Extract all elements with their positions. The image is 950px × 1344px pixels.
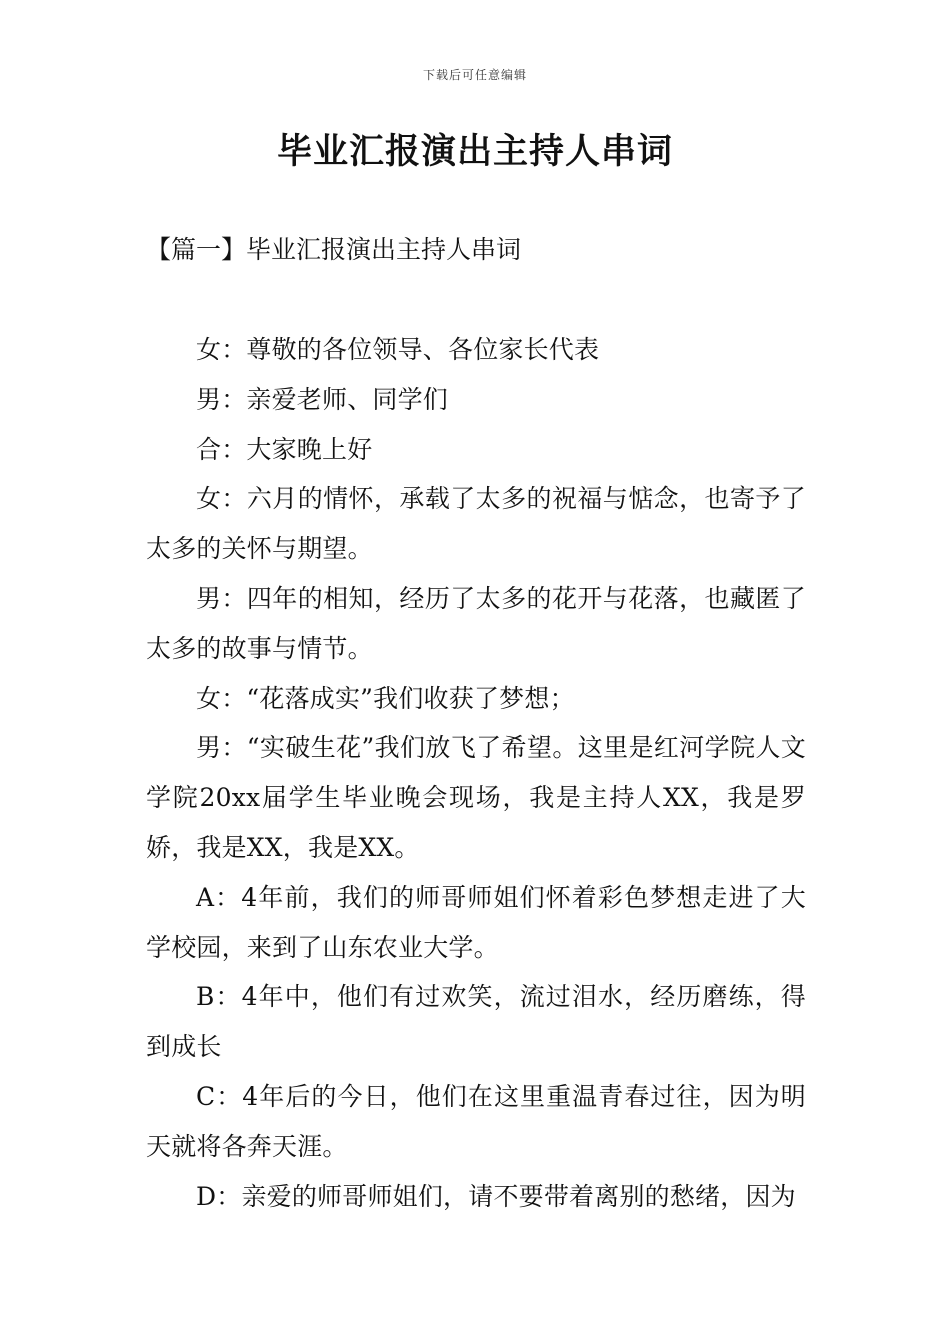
paragraph: 女：尊敬的各位领导、各位家长代表 (196, 335, 600, 364)
paragraph: 男：亲爱老师、同学们 (196, 384, 449, 414)
paragraph: 女：“花落成实”我们收获了梦想； (196, 683, 575, 713)
document-body (146, 325, 806, 1221)
document-title: 毕业汇报演出主持人串词 (276, 132, 673, 172)
header-note: 下载后可任意编辑 (422, 68, 527, 82)
paragraph: 男：“实破生花”我们放飞了希望。这里是红河学院人文学院20xx届学生毕业晚会现场，我是主持人XX，我是罗娇，我是XX，我是XX。 (146, 733, 806, 862)
section-heading: 【篇一】毕业汇报演出主持人串词 (146, 235, 522, 264)
paragraph: C：4年后的今日，他们在这里重温青春过往，因为明天就将各奔天涯。 (146, 1081, 806, 1161)
paragraph: B：4年中，他们有过欢笑，流过泪水，经历磨练，得到成长 (146, 982, 806, 1062)
paragraph: 女：六月的情怀，承载了太多的祝福与惦念，也寄予了太多的关怀与期望。 (146, 484, 806, 564)
paragraph: A：4年前，我们的师哥师姐们怀着彩色梦想走进了大学校园，来到了山东农业大学。 (146, 882, 806, 962)
paragraph: D：亲爱的师哥师姐们，请不要带着离别的愁绪，因为 (196, 1181, 796, 1211)
paragraph: 男：四年的相知，经历了太多的花开与花落，也藏匿了太多的故事与情节。 (146, 583, 806, 663)
paragraph: 合：大家晚上好 (196, 434, 373, 464)
